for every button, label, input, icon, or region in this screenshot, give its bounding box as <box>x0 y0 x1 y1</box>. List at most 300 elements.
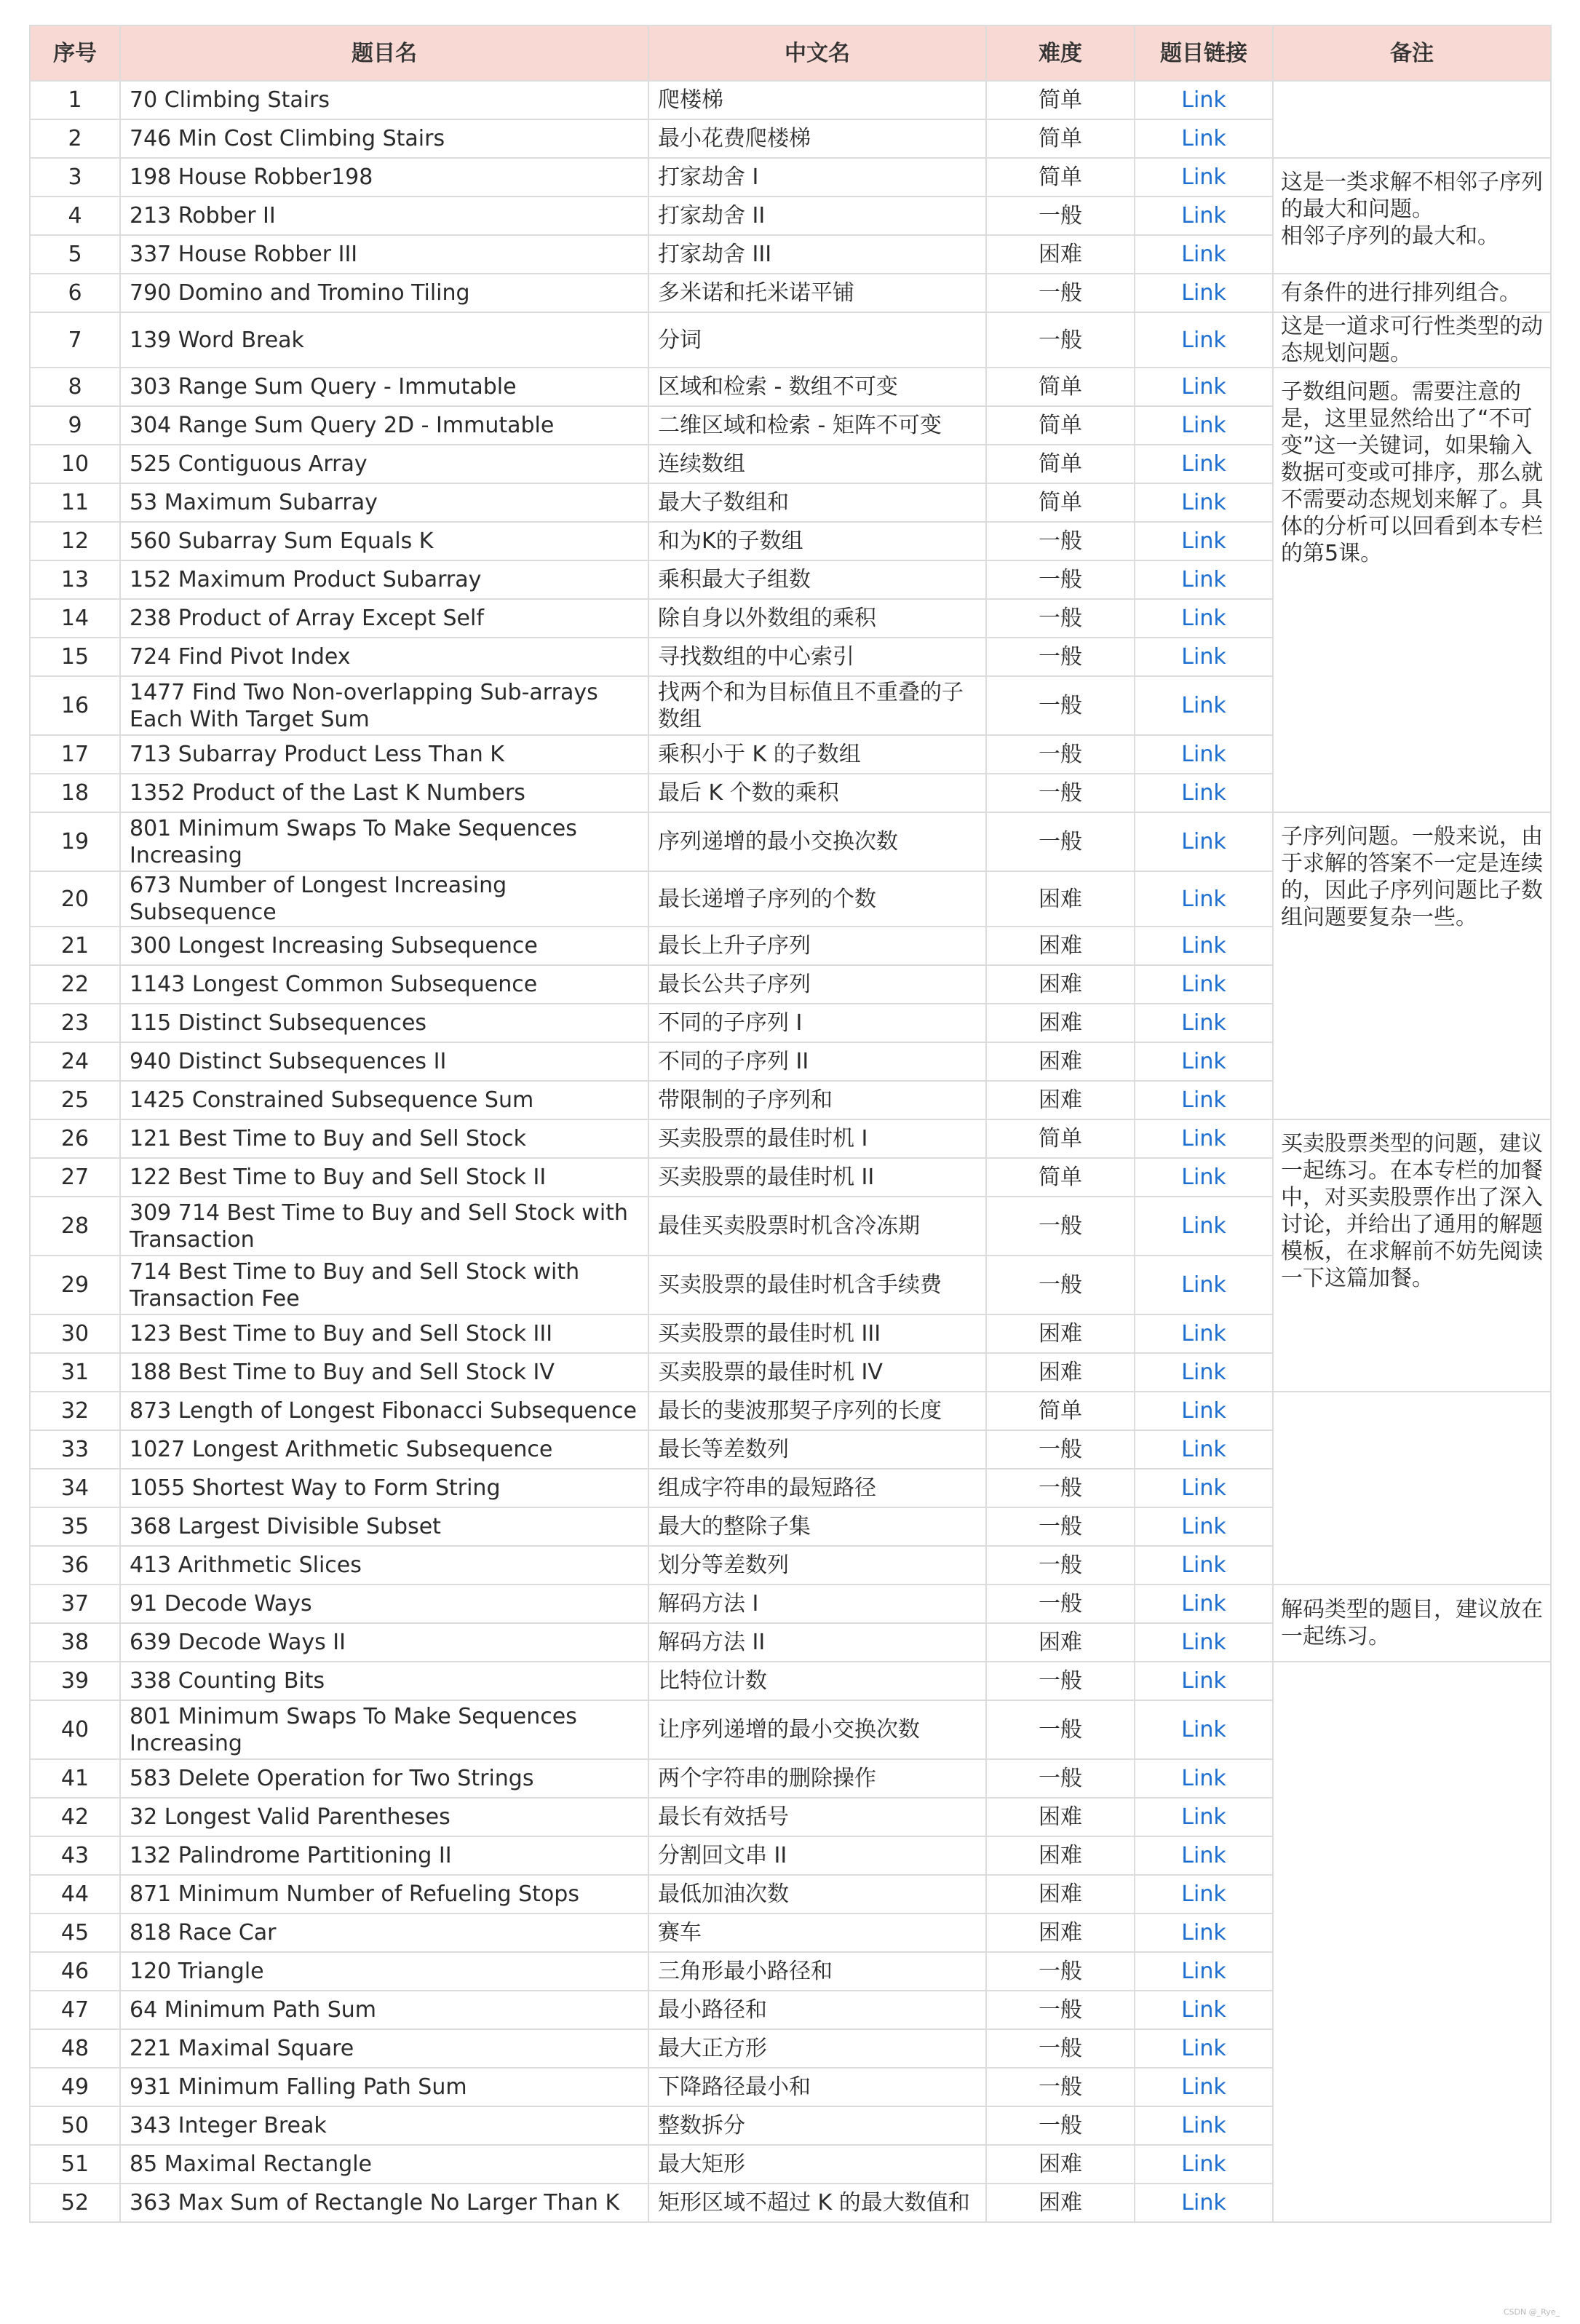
row-number: 51 <box>30 2145 120 2184</box>
problem-title: 304 Range Sum Query 2D - Immutable <box>120 406 648 445</box>
problem-link[interactable]: Link <box>1181 1630 1226 1655</box>
problem-link[interactable]: Link <box>1181 1717 1226 1742</box>
link-cell <box>1135 638 1273 676</box>
problem-title: 300 Longest Increasing Subsequence <box>120 927 648 965</box>
table-row <box>30 1662 1551 1700</box>
note-cell: 这是一类求解不相邻子序列的最大和问题。 相邻子序列的最大和。 <box>1273 158 1551 274</box>
difficulty: 一般 <box>986 599 1135 638</box>
difficulty: 困难 <box>986 1004 1135 1042</box>
problem-title: 714 Best Time to Buy and Sell Stock with Transaction Fee <box>120 1256 648 1314</box>
problem-link[interactable]: Link <box>1181 2036 1226 2061</box>
problem-link[interactable]: Link <box>1181 567 1226 592</box>
problem-link[interactable]: Link <box>1181 972 1226 997</box>
row-number: 38 <box>30 1623 120 1662</box>
problem-title: 368 Largest Divisible Subset <box>120 1507 648 1546</box>
problem-table <box>29 25 1552 2223</box>
link-cell <box>1135 1798 1273 1836</box>
row-number: 7 <box>30 312 120 368</box>
problem-link[interactable]: Link <box>1181 1087 1226 1113</box>
problem-title: 1477 Find Two Non-overlapping Sub-arrays Each With Target Sum <box>120 676 648 735</box>
problem-title: 152 Maximum Product Subarray <box>120 560 648 599</box>
difficulty: 简单 <box>986 81 1135 119</box>
problem-link[interactable]: Link <box>1181 126 1226 151</box>
difficulty: 一般 <box>986 522 1135 560</box>
problem-title: 213 Robber II <box>120 197 648 235</box>
problem-title: 188 Best Time to Buy and Sell Stock IV <box>120 1353 648 1392</box>
difficulty: 一般 <box>986 1430 1135 1469</box>
problem-link[interactable]: Link <box>1181 2190 1226 2216</box>
note-cell <box>1273 1392 1551 1585</box>
header-chinese-name: 中文名 <box>648 25 986 81</box>
link-cell <box>1135 1392 1273 1430</box>
problem-title: 560 Subarray Sum Equals K <box>120 522 648 560</box>
chinese-name: 乘积小于 K 的子数组 <box>648 735 986 774</box>
problem-link[interactable]: Link <box>1181 1959 1226 1984</box>
chinese-name: 打家劫舍 III <box>648 235 986 274</box>
chinese-name: 最长的斐波那契子序列的长度 <box>648 1392 986 1430</box>
problem-title: 363 Max Sum of Rectangle No Larger Than K <box>120 2184 648 2222</box>
problem-title: 583 Delete Operation for Two Strings <box>120 1759 648 1798</box>
chinese-name: 矩形区域不超过 K 的最大数值和 <box>648 2184 986 2222</box>
problem-title: 337 House Robber III <box>120 235 648 274</box>
difficulty: 一般 <box>986 774 1135 812</box>
row-number: 48 <box>30 2029 120 2068</box>
row-number: 25 <box>30 1081 120 1119</box>
link-cell <box>1135 1430 1273 1469</box>
link-cell <box>1135 1507 1273 1546</box>
problem-title: 139 Word Break <box>120 312 648 368</box>
chinese-name: 最长等差数列 <box>648 1430 986 1469</box>
problem-title: 1352 Product of the Last K Numbers <box>120 774 648 812</box>
link-cell <box>1135 1952 1273 1991</box>
link-cell <box>1135 274 1273 312</box>
problem-title: 91 Decode Ways <box>120 1585 648 1623</box>
chinese-name: 赛车 <box>648 1913 986 1952</box>
link-cell <box>1135 1004 1273 1042</box>
problem-link[interactable]: Link <box>1181 87 1226 113</box>
row-number: 52 <box>30 2184 120 2222</box>
link-cell <box>1135 927 1273 965</box>
problem-title: 801 Minimum Swaps To Make Sequences Increasing <box>120 1700 648 1759</box>
chinese-name: 分割回文串 II <box>648 1836 986 1875</box>
link-cell <box>1135 2068 1273 2106</box>
chinese-name: 序列递增的最小交换次数 <box>648 812 986 871</box>
header-row <box>30 25 1551 81</box>
row-number: 31 <box>30 1353 120 1392</box>
problem-link[interactable]: Link <box>1181 1321 1226 1347</box>
link-cell <box>1135 599 1273 638</box>
problem-link[interactable]: Link <box>1181 644 1226 670</box>
problem-title: 238 Product of Array Except Self <box>120 599 648 638</box>
problem-link[interactable]: Link <box>1181 693 1226 718</box>
row-number: 5 <box>30 235 120 274</box>
problem-link[interactable]: Link <box>1181 1437 1226 1462</box>
difficulty: 简单 <box>986 1158 1135 1197</box>
link-cell <box>1135 2145 1273 2184</box>
link-cell <box>1135 1759 1273 1798</box>
link-cell <box>1135 119 1273 158</box>
row-number: 10 <box>30 445 120 483</box>
difficulty: 困难 <box>986 871 1135 927</box>
problem-title: 221 Maximal Square <box>120 2029 648 2068</box>
chinese-name: 连续数组 <box>648 445 986 483</box>
problem-link[interactable]: Link <box>1181 2074 1226 2100</box>
link-cell <box>1135 1158 1273 1197</box>
difficulty: 一般 <box>986 1991 1135 2029</box>
problem-title: 120 Triangle <box>120 1952 648 1991</box>
problem-title: 413 Arithmetic Slices <box>120 1546 648 1585</box>
difficulty: 困难 <box>986 1314 1135 1353</box>
row-number: 50 <box>30 2106 120 2145</box>
difficulty: 困难 <box>986 1353 1135 1392</box>
chinese-name: 最小路径和 <box>648 1991 986 2029</box>
note-cell: 解码类型的题目，建议放在一起练习。 <box>1273 1585 1551 1662</box>
row-number: 13 <box>30 560 120 599</box>
chinese-name: 最后 K 个数的乘积 <box>648 774 986 812</box>
header-title: 题目名 <box>120 25 648 81</box>
chinese-name: 分词 <box>648 312 986 368</box>
difficulty: 一般 <box>986 735 1135 774</box>
problem-link[interactable]: Link <box>1181 1360 1226 1385</box>
table-row <box>30 368 1551 406</box>
difficulty: 困难 <box>986 1836 1135 1875</box>
chinese-name: 最大正方形 <box>648 2029 986 2068</box>
difficulty: 一般 <box>986 560 1135 599</box>
row-number: 3 <box>30 158 120 197</box>
link-cell <box>1135 560 1273 599</box>
link-cell <box>1135 1700 1273 1759</box>
link-cell <box>1135 522 1273 560</box>
row-number: 6 <box>30 274 120 312</box>
problem-link[interactable]: Link <box>1181 1997 1226 2023</box>
problem-title: 525 Contiguous Array <box>120 445 648 483</box>
chinese-name: 不同的子序列 II <box>648 1042 986 1081</box>
problem-title: 115 Distinct Subsequences <box>120 1004 648 1042</box>
problem-title: 132 Palindrome Partitioning II <box>120 1836 648 1875</box>
problem-link[interactable]: Link <box>1181 1591 1226 1617</box>
difficulty: 一般 <box>986 1700 1135 1759</box>
chinese-name: 爬楼梯 <box>648 81 986 119</box>
link-cell <box>1135 676 1273 735</box>
row-number: 24 <box>30 1042 120 1081</box>
difficulty: 一般 <box>986 676 1135 735</box>
difficulty: 一般 <box>986 1507 1135 1546</box>
difficulty: 一般 <box>986 1469 1135 1507</box>
difficulty: 简单 <box>986 1392 1135 1430</box>
row-number: 12 <box>30 522 120 560</box>
table-body <box>30 81 1551 2222</box>
problem-title: 122 Best Time to Buy and Sell Stock II <box>120 1158 648 1197</box>
difficulty: 一般 <box>986 1662 1135 1700</box>
link-cell <box>1135 1623 1273 1662</box>
problem-link[interactable]: Link <box>1181 1766 1226 1791</box>
link-cell <box>1135 445 1273 483</box>
problem-link[interactable]: Link <box>1181 2152 1226 2177</box>
problem-link[interactable]: Link <box>1181 327 1226 353</box>
row-number: 14 <box>30 599 120 638</box>
row-number: 49 <box>30 2068 120 2106</box>
difficulty: 困难 <box>986 235 1135 274</box>
row-number: 23 <box>30 1004 120 1042</box>
table-row <box>30 1119 1551 1158</box>
difficulty: 一般 <box>986 1585 1135 1623</box>
chinese-name: 最小花费爬楼梯 <box>648 119 986 158</box>
problem-link[interactable]: Link <box>1181 528 1226 554</box>
difficulty: 困难 <box>986 1913 1135 1952</box>
difficulty: 困难 <box>986 1623 1135 1662</box>
row-number: 35 <box>30 1507 120 1546</box>
problem-title: 873 Length of Longest Fibonacci Subsequence <box>120 1392 648 1430</box>
link-cell <box>1135 1991 1273 2029</box>
difficulty: 一般 <box>986 274 1135 312</box>
difficulty: 困难 <box>986 2184 1135 2222</box>
problem-title: 931 Minimum Falling Path Sum <box>120 2068 648 2106</box>
row-number: 42 <box>30 1798 120 1836</box>
chinese-name: 带限制的子序列和 <box>648 1081 986 1119</box>
link-cell <box>1135 1042 1273 1081</box>
difficulty: 一般 <box>986 1952 1135 1991</box>
row-number: 15 <box>30 638 120 676</box>
difficulty: 困难 <box>986 1798 1135 1836</box>
problem-link[interactable]: Link <box>1181 1475 1226 1501</box>
problem-title: 309 714 Best Time to Buy and Sell Stock with Transaction <box>120 1197 648 1256</box>
chinese-name: 划分等差数列 <box>648 1546 986 1585</box>
row-number: 27 <box>30 1158 120 1197</box>
link-cell <box>1135 483 1273 522</box>
chinese-name: 组成字符串的最短路径 <box>648 1469 986 1507</box>
header-notes: 备注 <box>1273 25 1551 81</box>
problem-link[interactable]: Link <box>1181 933 1226 959</box>
chinese-name: 整数拆分 <box>648 2106 986 2145</box>
problem-link[interactable]: Link <box>1181 242 1226 267</box>
difficulty: 一般 <box>986 812 1135 871</box>
link-cell <box>1135 1314 1273 1353</box>
link-cell <box>1135 197 1273 235</box>
chinese-name: 寻找数组的中心索引 <box>648 638 986 676</box>
difficulty: 简单 <box>986 445 1135 483</box>
problem-link[interactable]: Link <box>1181 1843 1226 1868</box>
difficulty: 困难 <box>986 1042 1135 1081</box>
difficulty: 一般 <box>986 2106 1135 2145</box>
chinese-name: 两个字符串的删除操作 <box>648 1759 986 1798</box>
chinese-name: 二维区域和检索 - 矩阵不可变 <box>648 406 986 445</box>
problem-title: 198 House Robber198 <box>120 158 648 197</box>
problem-title: 123 Best Time to Buy and Sell Stock III <box>120 1314 648 1353</box>
problem-link[interactable]: Link <box>1181 606 1226 631</box>
problem-link[interactable]: Link <box>1181 1920 1226 1946</box>
row-number: 20 <box>30 871 120 927</box>
chinese-name: 最低加油次数 <box>648 1875 986 1913</box>
chinese-name: 打家劫舍 II <box>648 197 986 235</box>
problem-title: 1143 Longest Common Subsequence <box>120 965 648 1004</box>
link-cell <box>1135 1585 1273 1623</box>
problem-link[interactable]: Link <box>1181 280 1226 306</box>
problem-link[interactable]: Link <box>1181 1514 1226 1539</box>
row-number: 41 <box>30 1759 120 1798</box>
row-number: 37 <box>30 1585 120 1623</box>
problem-link[interactable]: Link <box>1181 829 1226 854</box>
chinese-name: 三角形最小路径和 <box>648 1952 986 1991</box>
problem-link[interactable]: Link <box>1181 1804 1226 1830</box>
link-cell <box>1135 2184 1273 2222</box>
row-number: 43 <box>30 1836 120 1875</box>
note-cell <box>1273 81 1551 158</box>
chinese-name: 解码方法 II <box>648 1623 986 1662</box>
link-cell <box>1135 1197 1273 1256</box>
link-cell <box>1135 965 1273 1004</box>
difficulty: 困难 <box>986 1875 1135 1913</box>
chinese-name: 买卖股票的最佳时机 I <box>648 1119 986 1158</box>
problem-title: 940 Distinct Subsequences II <box>120 1042 648 1081</box>
chinese-name: 多米诺和托米诺平铺 <box>648 274 986 312</box>
problem-link[interactable]: Link <box>1181 203 1226 229</box>
problem-link[interactable]: Link <box>1181 1272 1226 1298</box>
difficulty: 困难 <box>986 927 1135 965</box>
problem-title: 871 Minimum Number of Refueling Stops <box>120 1875 648 1913</box>
chinese-name: 买卖股票的最佳时机含手续费 <box>648 1256 986 1314</box>
row-number: 40 <box>30 1700 120 1759</box>
note-cell: 子数组问题。需要注意的是，这里显然给出了“不可变”这一关键词，如果输入数据可变或可排序，那么就不需要动态规划来解了。具体的分析可以回看到本专栏的第5课。 <box>1273 368 1551 812</box>
row-number: 39 <box>30 1662 120 1700</box>
row-number: 16 <box>30 676 120 735</box>
link-cell <box>1135 1836 1273 1875</box>
problem-link[interactable]: Link <box>1181 2113 1226 2138</box>
chinese-name: 最佳买卖股票时机含冷冻期 <box>648 1197 986 1256</box>
link-cell <box>1135 871 1273 927</box>
difficulty: 简单 <box>986 1119 1135 1158</box>
chinese-name: 买卖股票的最佳时机 II <box>648 1158 986 1197</box>
row-number: 4 <box>30 197 120 235</box>
watermark: CSDN @_Rye_ <box>1503 2307 1560 2317</box>
problem-link[interactable]: Link <box>1181 1552 1226 1578</box>
problem-title: 53 Maximum Subarray <box>120 483 648 522</box>
row-number: 47 <box>30 1991 120 2029</box>
header-seq: 序号 <box>30 25 120 81</box>
row-number: 29 <box>30 1256 120 1314</box>
problem-link[interactable]: Link <box>1181 886 1226 912</box>
problem-title: 790 Domino and Tromino Tiling <box>120 274 648 312</box>
note-cell: 子序列问题。一般来说，由于求解的答案不一定是连续的，因此子序列问题比子数组问题要复杂一些。 <box>1273 812 1551 1119</box>
problem-link[interactable]: Link <box>1181 1049 1226 1074</box>
row-number: 32 <box>30 1392 120 1430</box>
problem-link[interactable]: Link <box>1181 490 1226 515</box>
difficulty: 简单 <box>986 158 1135 197</box>
chinese-name: 最长有效括号 <box>648 1798 986 1836</box>
chinese-name: 区域和检索 - 数组不可变 <box>648 368 986 406</box>
chinese-name: 最长公共子序列 <box>648 965 986 1004</box>
difficulty: 一般 <box>986 1256 1135 1314</box>
link-cell <box>1135 81 1273 119</box>
problem-title: 32 Longest Valid Parentheses <box>120 1798 648 1836</box>
problem-title: 64 Minimum Path Sum <box>120 1991 648 2029</box>
problem-title: 713 Subarray Product Less Than K <box>120 735 648 774</box>
row-number: 8 <box>30 368 120 406</box>
row-number: 33 <box>30 1430 120 1469</box>
link-cell <box>1135 735 1273 774</box>
difficulty: 简单 <box>986 368 1135 406</box>
chinese-name: 最大子数组和 <box>648 483 986 522</box>
chinese-name: 乘积最大子组数 <box>648 560 986 599</box>
table-row <box>30 158 1551 197</box>
table-row <box>30 1392 1551 1430</box>
problem-title: 724 Find Pivot Index <box>120 638 648 676</box>
chinese-name: 和为K的子数组 <box>648 522 986 560</box>
chinese-name: 最长递增子序列的个数 <box>648 871 986 927</box>
difficulty: 困难 <box>986 2145 1135 2184</box>
link-cell <box>1135 2106 1273 2145</box>
row-number: 19 <box>30 812 120 871</box>
row-number: 1 <box>30 81 120 119</box>
row-number: 26 <box>30 1119 120 1158</box>
chinese-name: 解码方法 I <box>648 1585 986 1623</box>
note-cell: 买卖股票类型的问题，建议一起练习。在本专栏的加餐中，对买卖股票作出了深入讨论，并给出了通用的解题模板，在求解前不妨先阅读一下这篇加餐。 <box>1273 1119 1551 1392</box>
problem-title: 801 Minimum Swaps To Make Sequences Increasing <box>120 812 648 871</box>
problem-link[interactable]: Link <box>1181 1881 1226 1907</box>
link-cell <box>1135 406 1273 445</box>
difficulty: 困难 <box>986 1081 1135 1119</box>
link-cell <box>1135 368 1273 406</box>
row-number: 18 <box>30 774 120 812</box>
difficulty: 一般 <box>986 1759 1135 1798</box>
problem-link[interactable]: Link <box>1181 164 1226 190</box>
problem-link[interactable]: Link <box>1181 1126 1226 1151</box>
problem-link[interactable]: Link <box>1181 1010 1226 1036</box>
difficulty: 一般 <box>986 2068 1135 2106</box>
problem-link[interactable]: Link <box>1181 742 1226 767</box>
chinese-name: 不同的子序列 I <box>648 1004 986 1042</box>
header-difficulty: 难度 <box>986 25 1135 81</box>
chinese-name: 打家劫舍 I <box>648 158 986 197</box>
problem-link[interactable]: Link <box>1181 780 1226 806</box>
problem-title: 673 Number of Longest Increasing Subsequence <box>120 871 648 927</box>
table-row <box>30 812 1551 871</box>
header-link: 题目链接 <box>1135 25 1273 81</box>
chinese-name: 下降路径最小和 <box>648 2068 986 2106</box>
chinese-name: 买卖股票的最佳时机 III <box>648 1314 986 1353</box>
link-cell <box>1135 1081 1273 1119</box>
table-row <box>30 1585 1551 1623</box>
row-number: 28 <box>30 1197 120 1256</box>
row-number: 45 <box>30 1913 120 1952</box>
problem-link[interactable]: Link <box>1181 1668 1226 1694</box>
link-cell <box>1135 1546 1273 1585</box>
difficulty: 一般 <box>986 2029 1135 2068</box>
problem-link[interactable]: Link <box>1181 374 1226 400</box>
chinese-name: 让序列递增的最小交换次数 <box>648 1700 986 1759</box>
problem-link[interactable]: Link <box>1181 1398 1226 1424</box>
note-cell: 这是一道求可行性类型的动态规划问题。 <box>1273 312 1551 368</box>
problem-link[interactable]: Link <box>1181 1213 1226 1239</box>
chinese-name: 最大矩形 <box>648 2145 986 2184</box>
difficulty: 简单 <box>986 483 1135 522</box>
link-cell <box>1135 774 1273 812</box>
chinese-name: 最大的整除子集 <box>648 1507 986 1546</box>
table-row <box>30 312 1551 368</box>
problem-title: 746 Min Cost Climbing Stairs <box>120 119 648 158</box>
problem-link[interactable]: Link <box>1181 1165 1226 1190</box>
problem-link[interactable]: Link <box>1181 413 1226 438</box>
problem-title: 70 Climbing Stairs <box>120 81 648 119</box>
row-number: 2 <box>30 119 120 158</box>
row-number: 30 <box>30 1314 120 1353</box>
problem-title: 1055 Shortest Way to Form String <box>120 1469 648 1507</box>
difficulty: 简单 <box>986 119 1135 158</box>
problem-link[interactable]: Link <box>1181 451 1226 477</box>
difficulty: 一般 <box>986 197 1135 235</box>
difficulty: 一般 <box>986 312 1135 368</box>
table-row <box>30 274 1551 312</box>
chinese-name: 买卖股票的最佳时机 IV <box>648 1353 986 1392</box>
